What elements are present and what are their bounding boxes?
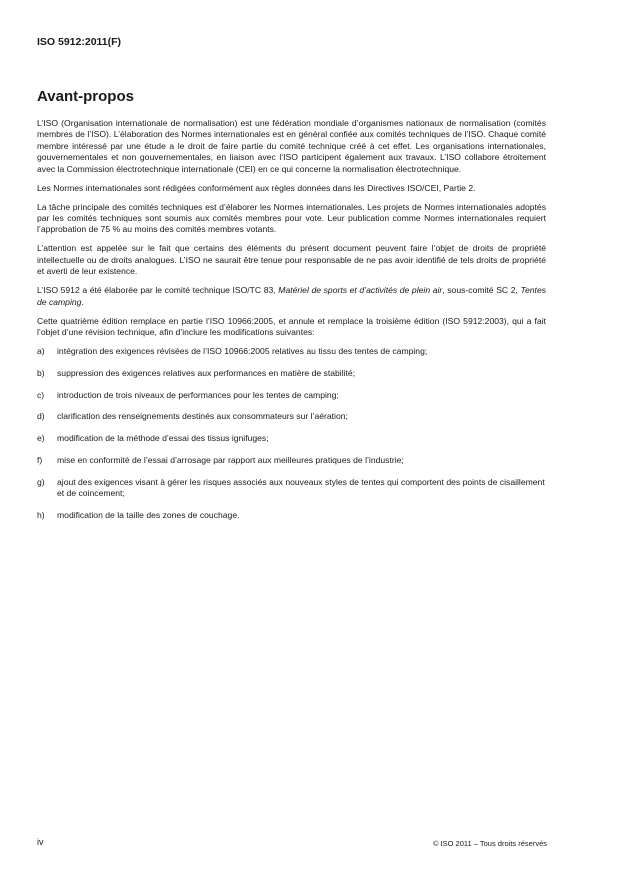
list-item [37, 411, 546, 422]
modifications-list [37, 346, 546, 521]
paragraph-edition: Cette quatrième édition remplace en partie l’ISO 10966:2005, et annule et remplace la troisième édition (ISO 5912:2003), qui a fait l’objet d’une révision technique, afin d’inclure les modifications suivantes: [37, 315, 546, 338]
tc-title: Matériel de sports et d’activités de plein air [278, 285, 443, 296]
sc-title: Tentes de camping [37, 285, 547, 307]
tc-text-end: . [81, 296, 84, 307]
copyright-notice: © ISO 2011 – Tous droits réservés [432, 839, 547, 848]
list-marker: h) [37, 510, 45, 521]
list-item [37, 346, 546, 357]
list-marker: b) [37, 367, 45, 378]
list-marker: e) [37, 433, 45, 444]
tc-text-mid: , sous-comité SC 2, [442, 285, 521, 296]
list-item [37, 433, 546, 444]
list-item [37, 477, 546, 500]
document-id: ISO 5912:2011(F) [37, 36, 122, 48]
list-marker: a) [37, 346, 45, 357]
list-marker: g) [37, 476, 45, 487]
paragraph-committees-task: La tâche principale des comités techniques est d’élaborer les Normes internationales. Les projets de Normes internationales adoptés par les comités techniques sont soumis aux comités membres pour vote. Leur publication comme Normes internationales requiert l’approbation de 75 % au moins des comités membres votants. [37, 201, 546, 235]
foreword-body [37, 118, 546, 532]
list-item-text: suppression des exigences relatives aux performances en matière de stabilité; [57, 367, 356, 378]
paragraph-patent-rights: L’attention est appelée sur le fait que certains des éléments du présent document peuvent faire l’objet de droits de propriété intellectuelle ou de droits analogues. L’ISO ne saurait être tenue pour responsable de ne pas avoir identifié de tels droits de propriété et averti de leur existence. [37, 243, 546, 277]
page-number: iv [37, 837, 44, 847]
list-item-text: mise en conformité de l’essai d’arrosage par rapport aux meilleures pratiques de l’industrie; [57, 455, 404, 466]
list-item [37, 368, 546, 379]
list-marker: f) [37, 455, 43, 466]
tc-text-start: L’ISO 5912 a été élaborée par le comité technique ISO/TC 83, [37, 285, 279, 296]
paragraph-directives: Les Normes internationales sont rédigées conformément aux règles données dans les Directives ISO/CEI, Partie 2. [37, 182, 476, 193]
list-item [37, 390, 546, 401]
paragraph-iso-intro: L’ISO (Organisation internationale de normalisation) est une fédération mondiale d’organismes nationaux de normalisation (comités membres de l’ISO). L’élaboration des Normes internationales est en général confiée aux comités techniques de l’ISO. Chaque comité membre intéressé par une étude a le droit de faire partie du comité technique créé à cet effet. Les organisations internationales, gouvernementales et non gouvernementales, en liaison avec l’ISO participent également aux travaux. L’ISO collabore étroitement avec la Commission électrotechnique internationale (CEI) en ce qui concerne la normalisation électrotechnique. [37, 118, 546, 174]
list-item-text: clarification des renseignements destinés aux consommateurs sur l’aération; [57, 411, 348, 422]
list-marker: d) [37, 411, 45, 422]
page-title: Avant-propos [37, 88, 134, 105]
list-item [37, 510, 546, 521]
list-marker: c) [37, 389, 45, 400]
list-item-text: ajout des exigences visant à gérer les risques associés aux nouveaux styles de tentes qui comportent des points de cisaillement et de coincement; [57, 476, 545, 499]
list-item [37, 455, 546, 466]
list-item-text: modification de la méthode d’essai des tissus ignifuges; [57, 433, 269, 444]
list-item-text: introduction de trois niveaux de performances pour les tentes de camping; [57, 389, 339, 400]
list-item-text: intégration des exigences révisées de l’ISO 10966:2005 relatives au tissu des tentes de camping; [57, 346, 428, 357]
paragraph-technical-committee [37, 285, 546, 308]
list-item-text: modification de la taille des zones de couchage. [57, 510, 240, 521]
